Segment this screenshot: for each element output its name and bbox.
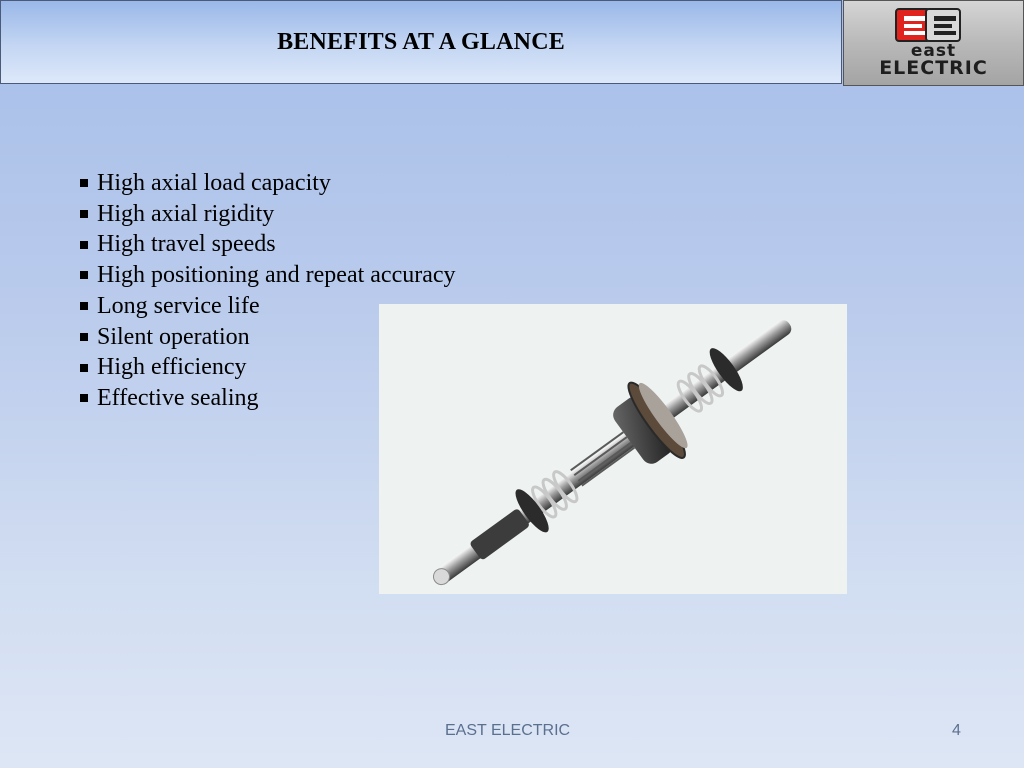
bullet-square-icon: [80, 302, 88, 310]
logo-text-east: east: [910, 41, 957, 61]
footer-company: EAST ELECTRIC: [445, 722, 571, 739]
list-item: Long service life: [78, 291, 456, 322]
bullet-square-icon: [80, 394, 88, 402]
list-item: High positioning and repeat accuracy: [78, 260, 456, 291]
slide-header: [0, 0, 842, 84]
ball-screw-image: [379, 304, 847, 594]
bullet-square-icon: [80, 179, 88, 187]
east-electric-logo: [843, 0, 1024, 86]
slide-title: BENEFITS AT A GLANCE: [277, 29, 565, 55]
list-item: High axial load capacity: [78, 168, 456, 199]
list-item: High travel speeds: [78, 229, 456, 260]
bullet-square-icon: [80, 271, 88, 279]
bullet-square-icon: [80, 210, 88, 218]
bullet-square-icon: [80, 364, 88, 372]
list-item: High axial rigidity: [78, 199, 456, 230]
list-item: Effective sealing: [78, 383, 456, 414]
bullet-square-icon: [80, 333, 88, 341]
page-number: 4: [952, 722, 961, 739]
bullet-square-icon: [80, 241, 88, 249]
ball-screw-illustration: [379, 304, 847, 594]
list-item: Silent operation: [78, 322, 456, 353]
logo-text-electric: ELECTRIC: [879, 57, 988, 79]
ee-logo-icon: [892, 6, 972, 46]
list-item: High efficiency: [78, 352, 456, 383]
